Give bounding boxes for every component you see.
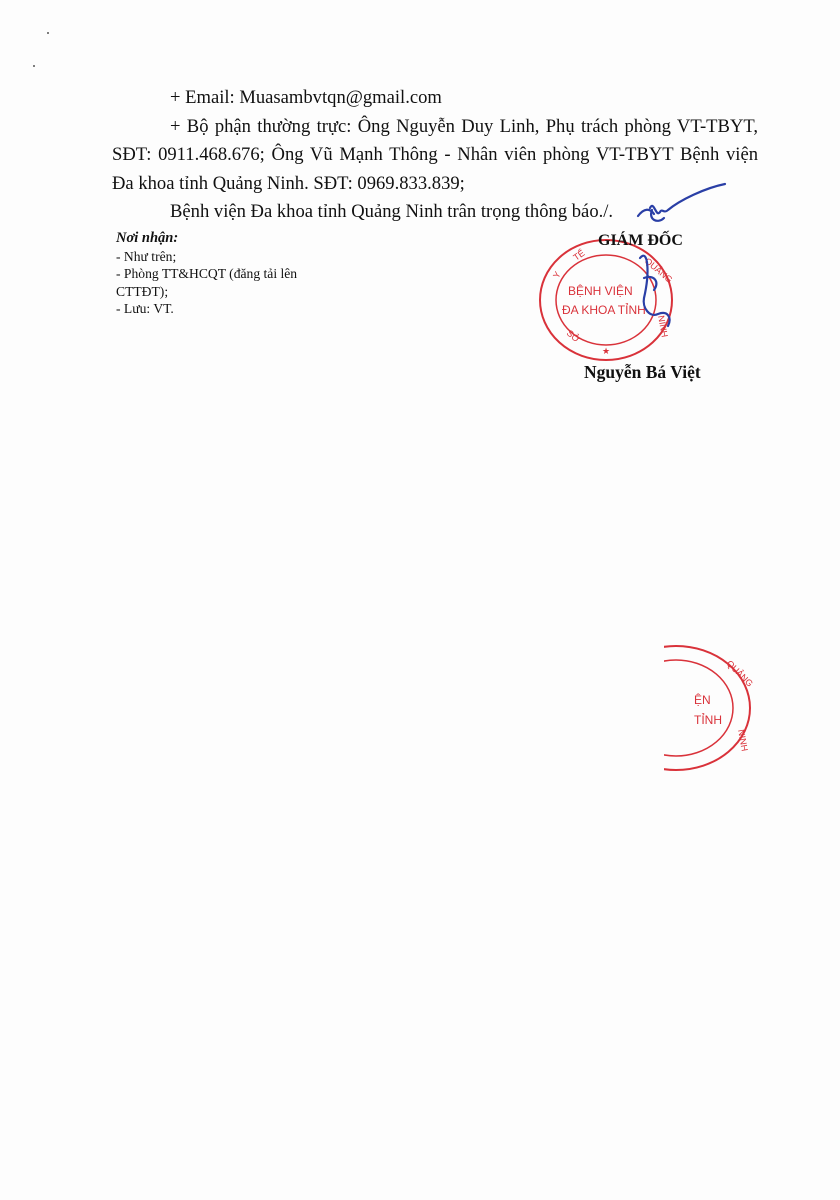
svg-text:SỞ: SỞ: [564, 327, 582, 345]
svg-text:TỈNH: TỈNH: [694, 713, 722, 727]
signer-name: Nguyễn Bá Việt: [584, 362, 701, 382]
closing-line: Bệnh viện Đa khoa tỉnh Quảng Ninh trân trọng thông báo./.: [170, 201, 614, 222]
seal-line-2: ĐA KHOA TỈNH: [562, 303, 646, 317]
recipient-item: - Lưu: VT.: [116, 301, 174, 316]
recipients-title: Nơi nhận:: [116, 230, 179, 246]
recipients-block: [116, 230, 346, 318]
recipient-item: - Như trên;: [116, 248, 177, 264]
email-line: + Email: Muasambvtqn@gmail.com: [170, 87, 442, 108]
partial-seal: [664, 642, 764, 782]
recipient-item: - Phòng TT&HCQT (đăng tải lên CTTĐT);: [116, 266, 298, 299]
svg-text:TẾ: TẾ: [571, 247, 587, 263]
svg-text:Y: Y: [551, 269, 563, 280]
svg-text:★: ★: [602, 346, 611, 356]
svg-text:NINH: NINH: [656, 314, 670, 339]
svg-text:ỆN: ỆN: [694, 693, 711, 707]
scan-speck: [33, 65, 35, 67]
svg-text:NINH: NINH: [736, 728, 750, 753]
duty-line: + Bộ phận thường trực: Ông Nguyễn Duy Linh, Phụ trách phòng VT-TBYT, SĐT: 0911.468.676; Ông Vũ Mạnh Thông - Nhân viên phòng VT-TBYT Bệnh viện Đa khoa tỉnh Quảng Ninh. SĐT: 0969.833.839;: [112, 115, 758, 194]
seal-line-1: BỆNH VIỆN: [568, 284, 633, 298]
svg-text:QUẢNG: QUẢNG: [642, 255, 675, 285]
director-title: GIÁM ĐỐC: [598, 232, 683, 249]
scan-speck: [47, 32, 49, 34]
handwritten-signature: [610, 178, 730, 343]
svg-text:QUẢNG: QUẢNG: [724, 658, 756, 689]
